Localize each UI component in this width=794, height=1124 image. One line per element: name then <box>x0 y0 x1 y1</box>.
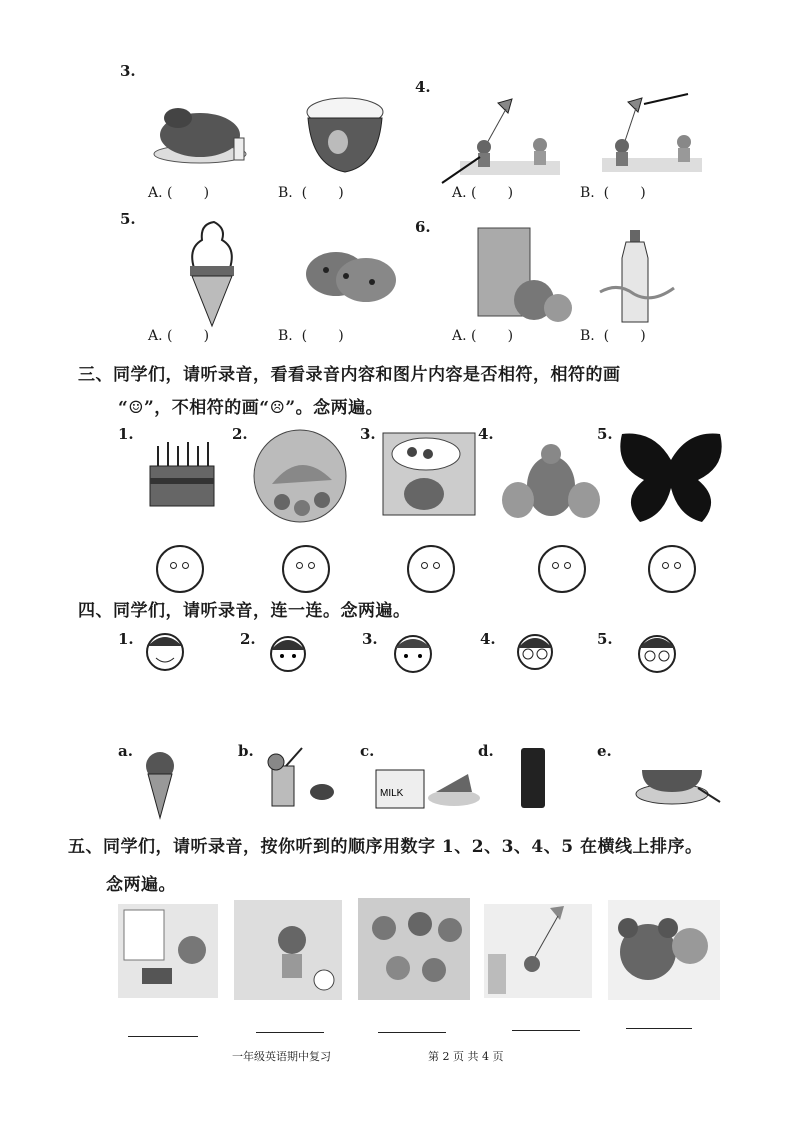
section-4-heading: 四、同学们，请听录音，连一连。念两遍。 <box>78 601 411 621</box>
flowers-image <box>252 428 348 524</box>
order-blank-3[interactable] <box>378 1032 446 1033</box>
answer-face-3[interactable] <box>407 545 455 593</box>
section-5-heading: 五、同学们，请听录音，按你听到的顺序用数字 1、2、3、4、5 在横线上排序。 <box>68 837 703 857</box>
item-6-choice-a[interactable]: A. ( ) <box>452 328 514 344</box>
item-4-choice-b[interactable]: B. ( ) <box>580 185 646 201</box>
sec4-person-2-number: 2. <box>240 630 256 648</box>
section-3-heading-line2: “☺”，不相符的画“☹”。念两遍。 <box>118 398 384 418</box>
chickens-image <box>496 440 606 532</box>
item-4-number: 4. <box>415 78 431 96</box>
toy-car-scene-image <box>118 904 218 998</box>
item-5-number: 5. <box>120 210 136 228</box>
boy-1-image <box>140 628 190 682</box>
sec4-person-4-number: 4. <box>480 630 496 648</box>
sec3-item-3-number: 3. <box>360 425 376 443</box>
sec4-food-c-letter: c. <box>360 742 375 760</box>
swing-scene-image <box>234 900 342 1000</box>
sec4-person-5-number: 5. <box>597 630 613 648</box>
sec3-item-4-number: 4. <box>478 425 494 443</box>
ice-cream-image <box>138 748 182 820</box>
order-blank-5[interactable] <box>626 1028 692 1029</box>
cat-dreaming-image <box>382 432 476 516</box>
ice-cream-cone-image <box>180 218 244 330</box>
answer-face-1[interactable] <box>156 545 204 593</box>
orange-juice-image <box>472 224 578 324</box>
sec4-food-e-letter: e. <box>597 742 612 760</box>
sec4-food-a-letter: a. <box>118 742 133 760</box>
teddy-bear-girl-image <box>608 900 720 1000</box>
answer-face-2[interactable] <box>282 545 330 593</box>
item-6-number: 6. <box>415 218 431 236</box>
milk-and-cake-image <box>374 752 482 812</box>
water-bottle-image <box>598 228 678 326</box>
item-3-choice-a[interactable]: A. ( ) <box>148 185 210 201</box>
rice-bowl-image <box>300 92 390 178</box>
sec4-person-3-number: 3. <box>362 630 378 648</box>
butterfly-image <box>614 430 728 526</box>
girl-1-image <box>266 628 310 682</box>
item-3-number: 3. <box>120 62 136 80</box>
soup-bowl-image <box>632 748 724 808</box>
order-blank-4[interactable] <box>512 1030 580 1031</box>
order-blank-1[interactable] <box>128 1036 198 1037</box>
answer-face-5[interactable] <box>648 545 696 593</box>
section-3-heading: 三、同学们，请听录音，看看录音内容和图片内容是否相符，相符的画 <box>78 365 621 385</box>
order-blank-2[interactable] <box>256 1032 324 1033</box>
roast-chicken-image <box>148 90 258 170</box>
section-5-heading-line2: 念两遍。 <box>106 875 176 895</box>
sec4-food-b-letter: b. <box>238 742 254 760</box>
sec3-item-5-number: 5. <box>597 425 613 443</box>
footer-title: 一年级英语期中复习 <box>232 1050 331 1063</box>
boy-2-image <box>390 628 436 682</box>
item-5-choice-a[interactable]: A. ( ) <box>148 328 210 344</box>
boy-with-glasses-image <box>634 626 680 682</box>
sec3-item-2-number: 2. <box>232 425 248 443</box>
answer-face-4[interactable] <box>538 545 586 593</box>
sec3-item-1-number: 1. <box>118 425 134 443</box>
kite-scene-b-image <box>598 92 710 182</box>
sec4-person-1-number: 1. <box>118 630 134 648</box>
item-6-choice-b[interactable]: B. ( ) <box>580 328 646 344</box>
item-3-choice-b[interactable]: B. ( ) <box>278 185 344 201</box>
children-group-image <box>358 898 470 1000</box>
item-4-choice-a[interactable]: A. ( ) <box>452 185 514 201</box>
kite-scene-a-image <box>440 95 560 185</box>
footer-page-number: 第 2 页 共 4 页 <box>428 1050 504 1063</box>
kite-child-scene-image <box>484 904 592 998</box>
juice-and-candy-image <box>258 746 350 810</box>
birthday-cake-image <box>144 432 220 512</box>
item-5-choice-b[interactable]: B. ( ) <box>278 328 344 344</box>
svg-text:MILK: MILK <box>380 788 404 799</box>
cola-can-image <box>518 746 548 810</box>
girl-with-glasses-image <box>512 624 558 680</box>
cookies-image <box>296 246 404 308</box>
sec4-food-d-letter: d. <box>478 742 494 760</box>
